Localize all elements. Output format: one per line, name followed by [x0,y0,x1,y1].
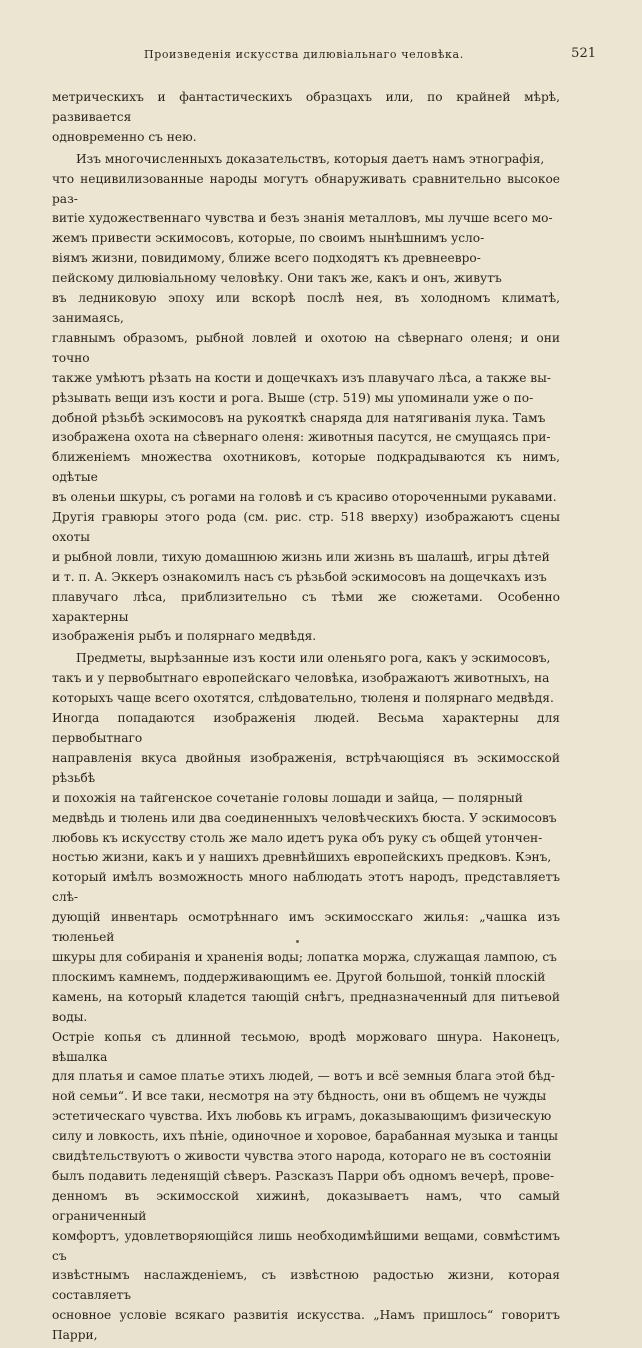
page-header [52,48,596,68]
body-text [52,88,560,1348]
paragraph: Изъ многочисленныхъ доказательствъ, которыя даетъ намъ этнографія, что нецивилизованные народы могутъ обнаруживать сравнительно высокое раз- витіе художественнаго чувства и безъ знанія металловъ, мы лучше всего мо- жемъ привести эскимосовъ, которые, по своимъ нынѣшнимъ усло- віямъ жизни, повидимому, ближе всего подходятъ къ древнеевро- пейскому дилювіальному человѣку. Они такъ же, какъ и онъ, живутъ въ ледниковую эпоху или вскорѣ послѣ нея, въ холодномъ климатѣ, занимаясь, главнымъ образомъ, рыбной ловлей и охотою на сѣвернаго оленя; и они точно также умѣютъ рѣзать на кости и дощечкахъ изъ плавучаго лѣса, а также вы- рѣзывать вещи изъ кости и рога. Выше (стр. 519) мы упоминали уже о по- добной рѣзьбѣ эскимосовъ на рукояткѣ снаряда для натягиванія лука. Тамъ изображена охота на сѣвернаго оленя: животныя пасутся, не смущаясь при- ближеніемъ множества охотниковъ, которые подкрадываются къ нимъ, одѣтые въ оленьи шкуры, съ рогами на головѣ и съ красиво отороченными рукавами. Другія гравюры этого рода (см. рис. стр. 518 вверху) изображаютъ сцены охоты и рыбной ловли, тихую домашнюю жизнь или жизнь въ шалашѣ, игры дѣтей и т. п. А. Эккеръ ознакомилъ насъ съ рѣзьбой эскимосовъ на дощечкахъ изъ плавучаго лѣса, приблизительно съ тѣми же сюжетами. Особенно характерны изображенія рыбъ и полярнаго медвѣдя. [52,151,560,644]
paragraph: метрическихъ и фантастическихъ образцахъ или, по крайней мѣрѣ, развивается одновременно съ нею. [52,90,560,144]
running-title: Произведенія искусства дилювіальнаго человѣка. [144,48,464,61]
paragraph: Предметы, вырѣзанные изъ кости или оленьяго рога, какъ у эскимосовъ, такъ и у первобытнаго европейскаго человѣка, изображаютъ животныхъ, на которыхъ чаще всего охотятся, слѣдовательно, тюленя и полярнаго медвѣдя. Иногда попадаются изображенія людей. Весьма характерны для первобытнаго направленія вкуса двойныя изображенія, встрѣчающіяся въ эскимосской рѣзьбѣ и похожія на тайгенское сочетаніе головы лошади и зайца, — полярный медвѣдь и тюлень или два соединенныхъ человѣческихъ бюста. У эскимосовъ любовь къ искусству столь же мало идетъ рука объ руку съ общей утончен- ностью жизни, какъ и у нашихъ древнѣйшихъ европейскихъ предковъ. Кэнъ, который имѣлъ возможность много наблюдать этотъ народъ, представляетъ слѣ- дующій инвентарь осмотрѣннаго имъ эскимосскаго жилья: „чашка изъ тюленьей шкуры для собиранія и храненія воды; лопатка моржа, служащая лампою, съ плоскимъ камнемъ, поддерживающимъ ее. Другой большой, тонкій плоскій камень, на который кладется тающій снѣгъ, предназначенный для питьевой воды. Остріе копья съ длинной тесьмою, вродѣ моржоваго шнура. Наконецъ, вѣшалка для платья и самое платье этихъ людей, — вотъ и всё земныя блага этой бѣд- ной семьи“. И все таки, несмотря на эту бѣдность, они въ общемъ не чужды эстетическаго чувства. Ихъ любовь къ играмъ, доказывающимъ физическую силу и ловкость, ихъ пѣніе, одиночное и хоровое, барабанная музыка и танцы свидѣтельствуютъ о живости чувства этого народа, котораго не въ состояніи былъ подавить леденящій сѣверъ. Разсказъ Парри объ одномъ вечерѣ, прове- денномъ въ эскимосской хижинѣ, доказываетъ намъ, что самый ограниченный комфортъ, удовлетворяющійся лишь необходимѣйшими вещами, совмѣстимъ съ извѣстнымъ наслажденіемъ, съ извѣстною радостью жизни, которая составляетъ основное условіе всякаго развитія искусства. „Намъ пришлось“ говоритъ Парри, [52,651,560,1343]
page-number: 521 [571,46,596,61]
printer-mark-dot [296,940,299,943]
